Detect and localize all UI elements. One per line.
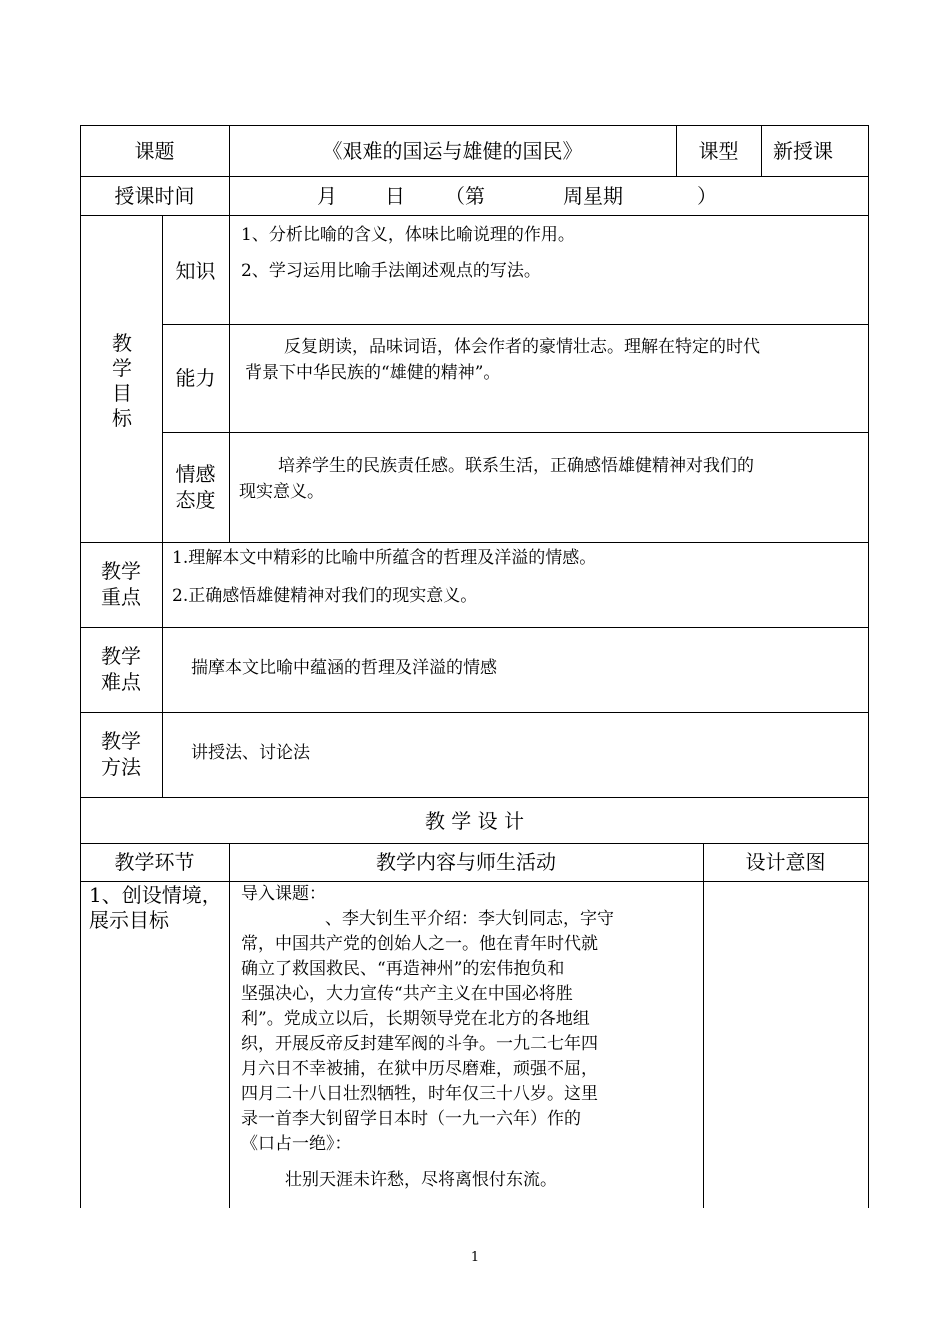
intro-line-2: 常，中国共产党的创始人之一。他在青年时代就 (241, 934, 598, 954)
knowledge-line-2: 2、学习运用比喻手法阐述观点的写法。 (241, 261, 541, 281)
keypoint-line-1: 1.理解本文中精彩的比喻中所蕴含的哲理及洋溢的情感。 (172, 548, 597, 568)
time-weekday: 周星期 (563, 184, 623, 208)
difficulties-label-line-2: 难点 (101, 670, 141, 694)
column-header-content: 教学内容与师生活动 (376, 850, 556, 874)
rule-col-objectives-right (229, 215, 230, 543)
rule-row1 (80, 176, 869, 177)
topic-label: 课题 (134, 139, 175, 163)
emotion-line-1: 培养学生的民族责任感。联系生活，正确感悟雄健精神对我们的 (278, 456, 754, 476)
page-number: 1 (470, 1250, 480, 1265)
intro-line-6: 织，开展反帝反封建军阀的斗争。一九二七年四 (241, 1034, 598, 1054)
rule-col-design-b (703, 843, 704, 1208)
poem-line: 壮别天涯未许愁，尽将离恨付东流。 (285, 1170, 557, 1190)
rule-left-outer (80, 125, 81, 1208)
ability-line-2: 背景下中华民族的“雄健的精神”。 (245, 363, 501, 383)
course-type-label: 课型 (698, 139, 739, 163)
intro-line-4: 坚强决心，大力宣传“共产主义在中国必将胜 (241, 984, 573, 1004)
rule-difficulties-bottom (80, 712, 869, 713)
teaching-time-label: 授课时间 (114, 184, 195, 208)
column-header-stage: 教学环节 (114, 850, 195, 874)
rule-ability-bottom (162, 432, 869, 433)
column-header-intent: 设计意图 (745, 850, 826, 874)
difficulties-label-line-1: 教学 (101, 644, 141, 668)
course-type-value: 新授课 (773, 139, 833, 163)
intro-line-10: 《口占一绝》： (241, 1134, 352, 1154)
methods-text: 讲授法、讨论法 (191, 743, 310, 763)
intro-label: 导入课题： (241, 884, 326, 904)
ability-label: 能力 (175, 366, 216, 390)
knowledge-label: 知识 (175, 259, 216, 283)
intro-line-9: 录一首李大钊留学日本时（一九一六年）作的 (241, 1109, 581, 1129)
intro-line-7: 月六日不幸被捕，在狱中历尽磨难，顽强不屈， (241, 1059, 598, 1079)
design-title: 教 学 设 计 (424, 809, 525, 833)
intro-line-3: 确立了救国救民、“再造神州”的宏伟抱负和 (241, 959, 565, 979)
time-month: 月 (317, 184, 337, 208)
rule-design-title-bottom (80, 843, 869, 844)
time-period-open: （第 (445, 184, 485, 208)
ability-line-1: 反复朗读，品味词语，体会作者的豪情壮志。理解在特定的时代 (284, 337, 760, 357)
rule-objectives-bottom (80, 542, 869, 543)
methods-label-line-1: 教学 (101, 729, 141, 753)
intro-line-5: 利”。党成立以后，长期领导党在北方的各地组 (241, 1009, 590, 1029)
time-day: 日 (385, 184, 405, 208)
rule-col-a-top (229, 125, 230, 216)
rule-col-sections (162, 542, 163, 798)
rule-right-outer (868, 125, 869, 1208)
emotion-label-line-1: 情感 (175, 462, 216, 486)
time-period-close: ） (697, 184, 717, 208)
topic-title: 《艰难的国运与雄健的国民》 (322, 139, 583, 163)
intro-line-8: 四月二十八日壮烈牺牲，时年仅三十八岁。这里 (241, 1084, 598, 1104)
rule-knowledge-bottom (162, 324, 869, 325)
rule-col-design-a (229, 843, 230, 1208)
rule-methods-bottom (80, 797, 869, 798)
emotion-line-2: 现实意义。 (239, 482, 324, 502)
keypoint-line-2: 2.正确感悟雄健精神对我们的现实意义。 (172, 586, 478, 606)
stage-1-line-2: 展示目标 (89, 908, 169, 932)
rule-keypoints-bottom (80, 627, 869, 628)
difficulties-text: 揣摩本文比喻中蕴涵的哲理及洋溢的情感 (191, 658, 497, 678)
emotion-label-line-2: 态度 (175, 488, 216, 512)
keypoints-label-line-1: 教学 (101, 559, 141, 583)
knowledge-line-1: 1、分析比喻的含义，体味比喻说理的作用。 (241, 225, 575, 245)
rule-row2 (80, 215, 869, 216)
keypoints-label-line-2: 重点 (101, 585, 141, 609)
rule-design-header-bottom (80, 881, 869, 882)
objectives-label: 教学目标 (112, 331, 132, 430)
rule-top (80, 125, 869, 126)
methods-label-line-2: 方法 (101, 755, 141, 779)
intro-line-1: 、李大钊生平介绍：李大钊同志，字守 (325, 909, 614, 929)
stage-1-line-1: 1、创设情境， (89, 883, 222, 907)
